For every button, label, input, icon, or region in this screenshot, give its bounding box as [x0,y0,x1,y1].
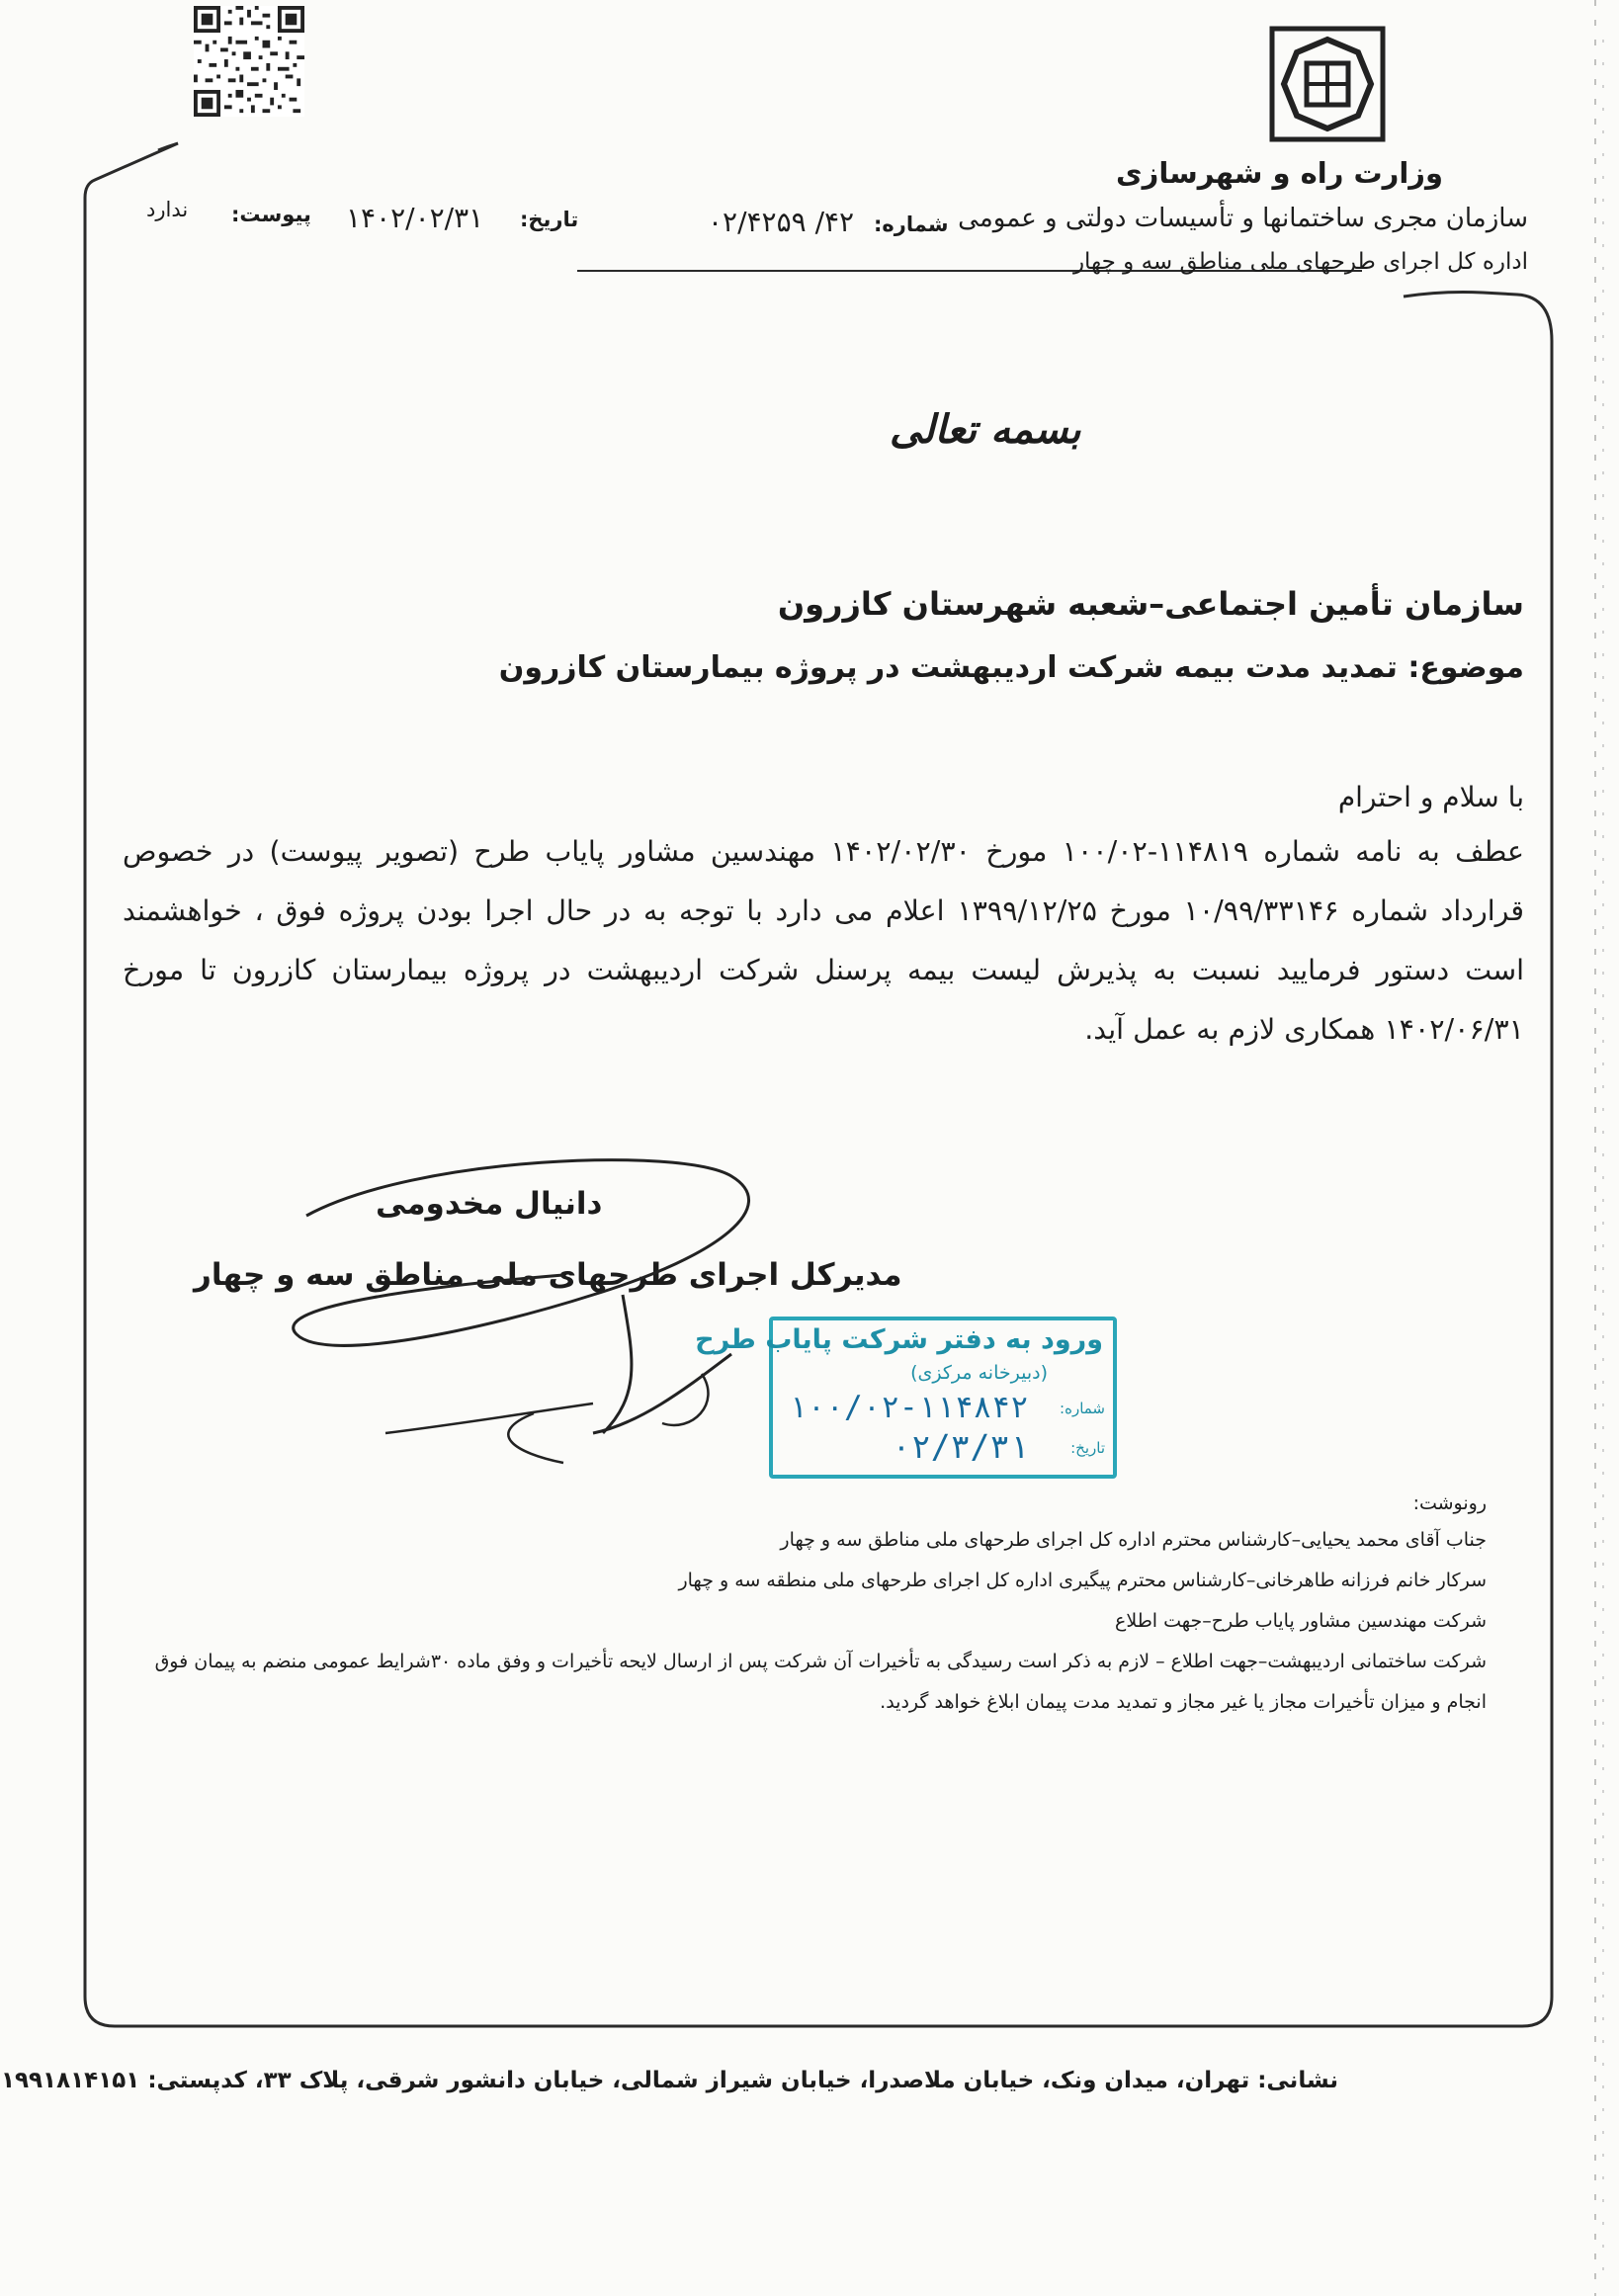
stamp-date-value: ۰۲/۳/۳۱ [892,1427,1030,1466]
letter-date-value: ۱۴۰۲/۰۲/۳۱ [346,202,484,234]
cc-list [93,1520,1487,1723]
letter-number-label: شماره: [874,213,949,236]
bismillah-calligraphy [751,391,1081,470]
stamp-number-value: ۱۰۰/۰۲-۱۱۴۸۴۲ [789,1390,1029,1425]
cc-item: جناب آقای محمد یحیایی–کارشناس محترم اداره کل اجرای طرحهای ملی مناطق سه و چهار [780,1529,1487,1551]
attachment-value: ندارد [146,198,189,221]
ministry-logo [1269,26,1386,142]
cc-item: شرکت ساختمانی اردیبهشت–جهت اطلاع – لازم به ذکر است رسیدگی به تأخیرات آن شرکت پس از ارسال لایحه تأخیرات و وفق ماده ۳۰شرایط عمومی منضم به پیمان فوق [154,1651,1487,1672]
stamp-subtitle: (دبیرخانه مرکزی) [910,1362,1048,1384]
scan-edge [1583,0,1619,2296]
bismillah-text: بسمه تعالی [890,406,1081,453]
received-stamp [695,1317,1117,1479]
cc-item: شرکت مهندسین مشاور پایاب طرح–جهت اطلاع [1115,1610,1487,1632]
stamp-date-label: تاریخ: [1070,1439,1105,1457]
signatory-title: مدیرکل اجرای طرحهای ملی مناطق سه و چهار [194,1257,902,1293]
signatory-name: دانیال مخدومی [376,1186,603,1222]
greeting: با سلام و احترام [1337,781,1524,813]
cc-item: سرکار خانم فرزانه طاهرخانی–کارشناس محترم پیگیری اداره کل اجرای طرحهای ملی منطقه سه و چهار [678,1570,1487,1591]
attachment-label: پیوست: [231,203,311,226]
ministry-name: وزارت راه و شهرسازی [1116,156,1443,190]
stamp-number-label: شماره: [1060,1400,1105,1417]
letter-date-label: تاریخ: [520,208,579,231]
addressee: سازمان تأمین اجتماعی–شعبه شهرستان کازرون [777,585,1524,623]
qr-code [194,6,304,117]
footer-address: نشانی: تهران، میدان ونک، خیابان ملاصدرا، خیابان شیراز شمالی، خیابان دانشور شرقی، پلاک ۳۳، کدپستی: ۱۹۹۱۸۱۴۱۵۱ [0,2068,1338,2093]
organization-name: سازمان مجری ساختمانها و تأسیسات دولتی و عمومی [958,204,1528,233]
cc-item: انجام و میزان تأخیرات مجاز یا غیر مجاز و تمدید مدت پیمان ابلاغ خواهد گردید. [880,1691,1487,1713]
stamp-title: ورود به دفتر شرکت پایاب طرح [695,1324,1103,1355]
letter-number-value: ۴۲/ ۰۲/۴۲۵۹ [708,206,855,238]
department-name: اداره کل اجرای طرحهای ملی مناطق سه و چهار [1072,249,1528,275]
subject-line: موضوع: تمدید مدت بیمه شرکت اردیبهشت در پروژه بیمارستان کازرون [498,650,1524,685]
cc-heading: رونوشت: [1412,1492,1487,1514]
letter-body: عطف به نامه شماره ۱۱۴۸۱۹-۱۰۰/۰۲ مورخ ۱۴۰۲/۰۲/۳۰ مهندسین مشاور پایاب طرح (تصویر پیوست) در خصوص قرارداد شماره ۱۰/۹۹/۳۳۱۴۶ مورخ ۱۳۹۹/۱۲/۲۵ اعلام می دارد با توجه به در حال اجرا بودن پروژه فوق ، خواهشمند است دستور فرمایید نسبت به پذیرش لیست بیمه پرسنل شرکت اردیبهشت در پروژه بیمارستان کازرون تا مورخ ۱۴۰۲/۰۶/۳۱ همکاری لازم به عمل آید. [123,835,1525,1046]
